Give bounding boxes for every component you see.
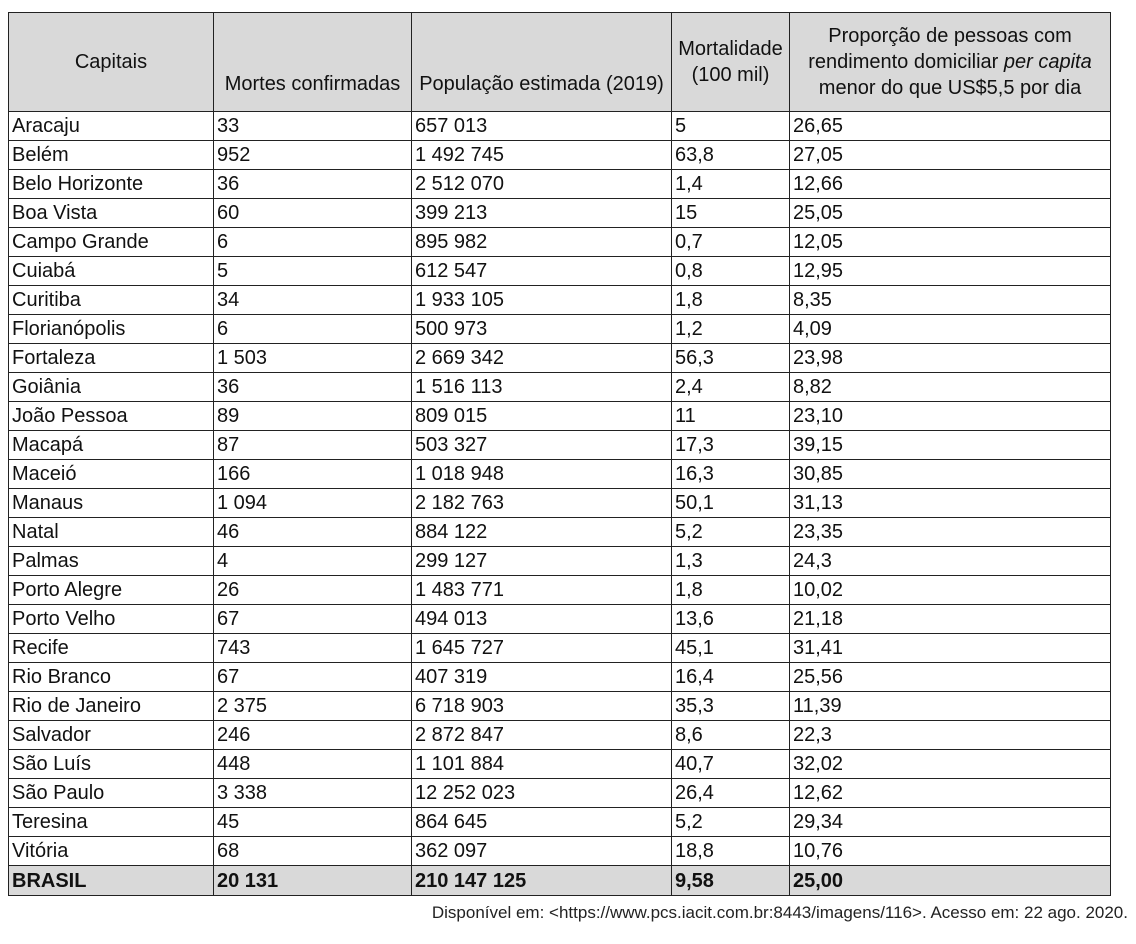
cell-capital: Campo Grande	[9, 228, 214, 257]
table-row	[9, 257, 1111, 286]
cell-proportion: 10,76	[790, 837, 1111, 866]
data-table-container	[8, 12, 1110, 896]
cell-deaths: 2 375	[214, 692, 412, 721]
header-proportion	[790, 13, 1111, 112]
table-row	[9, 808, 1111, 837]
cell-mortality: 2,4	[672, 373, 790, 402]
cell-mortality: 18,8	[672, 837, 790, 866]
cell-proportion: 21,18	[790, 605, 1111, 634]
header-capital: Capitais	[9, 13, 214, 112]
cell-proportion: 25,56	[790, 663, 1111, 692]
cell-deaths: 46	[214, 518, 412, 547]
table-row	[9, 547, 1111, 576]
cell-mortality: 16,3	[672, 460, 790, 489]
cell-deaths: 45	[214, 808, 412, 837]
cell-deaths: 1 094	[214, 489, 412, 518]
cell-mortality: 17,3	[672, 431, 790, 460]
cell-capital: Belo Horizonte	[9, 170, 214, 199]
cell-mortality: 5,2	[672, 518, 790, 547]
table-row	[9, 141, 1111, 170]
cell-proportion: 39,15	[790, 431, 1111, 460]
cell-population: 407 319	[412, 663, 672, 692]
cell-mortality: 13,6	[672, 605, 790, 634]
source-citation: Disponível em: <https://www.pcs.iacit.com.br:8443/imagens/116>. Acesso em: 22 ago. 2020.	[431, 903, 1128, 922]
cell-deaths: 3 338	[214, 779, 412, 808]
table-row	[9, 750, 1111, 779]
cell-capital: Florianópolis	[9, 315, 214, 344]
total-label: BRASIL	[9, 866, 214, 896]
cell-mortality: 0,8	[672, 257, 790, 286]
total-proportion: 25,00	[790, 866, 1111, 896]
table-row	[9, 663, 1111, 692]
cell-deaths: 36	[214, 170, 412, 199]
cell-deaths: 952	[214, 141, 412, 170]
cell-deaths: 4	[214, 547, 412, 576]
table-row	[9, 199, 1111, 228]
cell-proportion: 4,09	[790, 315, 1111, 344]
header-population: População estimada (2019)	[412, 13, 672, 112]
cell-capital: Maceió	[9, 460, 214, 489]
cell-population: 809 015	[412, 402, 672, 431]
cell-population: 1 492 745	[412, 141, 672, 170]
cell-capital: Belém	[9, 141, 214, 170]
cell-population: 1 516 113	[412, 373, 672, 402]
table-row	[9, 315, 1111, 344]
cell-deaths: 60	[214, 199, 412, 228]
cell-mortality: 50,1	[672, 489, 790, 518]
cell-population: 362 097	[412, 837, 672, 866]
cell-deaths: 26	[214, 576, 412, 605]
cell-proportion: 29,34	[790, 808, 1111, 837]
cell-capital: Palmas	[9, 547, 214, 576]
table-row	[9, 518, 1111, 547]
cell-capital: Goiânia	[9, 373, 214, 402]
cell-capital: Cuiabá	[9, 257, 214, 286]
capitals-mortality-table	[8, 12, 1111, 896]
cell-population: 299 127	[412, 547, 672, 576]
cell-capital: Fortaleza	[9, 344, 214, 373]
cell-population: 1 101 884	[412, 750, 672, 779]
cell-capital: Natal	[9, 518, 214, 547]
cell-mortality: 63,8	[672, 141, 790, 170]
cell-proportion: 23,35	[790, 518, 1111, 547]
table-row	[9, 373, 1111, 402]
table-row	[9, 228, 1111, 257]
table-row	[9, 402, 1111, 431]
cell-proportion: 24,3	[790, 547, 1111, 576]
cell-population: 2 872 847	[412, 721, 672, 750]
cell-mortality: 26,4	[672, 779, 790, 808]
cell-capital: Porto Velho	[9, 605, 214, 634]
cell-population: 864 645	[412, 808, 672, 837]
cell-capital: Recife	[9, 634, 214, 663]
cell-mortality: 1,8	[672, 576, 790, 605]
table-row	[9, 634, 1111, 663]
header-mortality	[672, 13, 790, 112]
cell-capital: Macapá	[9, 431, 214, 460]
cell-population: 1 483 771	[412, 576, 672, 605]
cell-mortality: 1,8	[672, 286, 790, 315]
cell-mortality: 1,2	[672, 315, 790, 344]
cell-mortality: 5	[672, 112, 790, 141]
header-deaths: Mortes confirmadas	[214, 13, 412, 112]
table-body	[9, 112, 1111, 866]
cell-deaths: 5	[214, 257, 412, 286]
cell-deaths: 166	[214, 460, 412, 489]
total-population: 210 147 125	[412, 866, 672, 896]
table-row	[9, 576, 1111, 605]
cell-capital: Teresina	[9, 808, 214, 837]
cell-population: 494 013	[412, 605, 672, 634]
cell-proportion: 31,13	[790, 489, 1111, 518]
cell-deaths: 67	[214, 605, 412, 634]
cell-deaths: 6	[214, 228, 412, 257]
cell-population: 503 327	[412, 431, 672, 460]
cell-mortality: 16,4	[672, 663, 790, 692]
cell-population: 1 645 727	[412, 634, 672, 663]
cell-mortality: 56,3	[672, 344, 790, 373]
cell-deaths: 36	[214, 373, 412, 402]
table-row	[9, 344, 1111, 373]
cell-mortality: 11	[672, 402, 790, 431]
cell-proportion: 10,02	[790, 576, 1111, 605]
cell-proportion: 12,95	[790, 257, 1111, 286]
header-row	[9, 13, 1111, 112]
cell-capital: São Luís	[9, 750, 214, 779]
header-proportion-line2b: per capita	[1003, 51, 1092, 73]
cell-capital: Salvador	[9, 721, 214, 750]
cell-proportion: 31,41	[790, 634, 1111, 663]
cell-mortality: 35,3	[672, 692, 790, 721]
cell-capital: Rio de Janeiro	[9, 692, 214, 721]
table-row	[9, 170, 1111, 199]
cell-population: 12 252 023	[412, 779, 672, 808]
cell-deaths: 67	[214, 663, 412, 692]
cell-capital: Aracaju	[9, 112, 214, 141]
cell-deaths: 87	[214, 431, 412, 460]
cell-capital: Manaus	[9, 489, 214, 518]
table-row	[9, 779, 1111, 808]
table-row	[9, 460, 1111, 489]
header-mortality-line1: Mortalidade	[678, 38, 783, 60]
table-row	[9, 605, 1111, 634]
cell-proportion: 12,05	[790, 228, 1111, 257]
table-row	[9, 286, 1111, 315]
cell-population: 612 547	[412, 257, 672, 286]
cell-deaths: 89	[214, 402, 412, 431]
cell-proportion: 27,05	[790, 141, 1111, 170]
cell-population: 399 213	[412, 199, 672, 228]
cell-population: 1 018 948	[412, 460, 672, 489]
cell-population: 2 669 342	[412, 344, 672, 373]
cell-capital: Boa Vista	[9, 199, 214, 228]
cell-capital: Curitiba	[9, 286, 214, 315]
cell-population: 895 982	[412, 228, 672, 257]
cell-population: 1 933 105	[412, 286, 672, 315]
cell-proportion: 8,82	[790, 373, 1111, 402]
cell-proportion: 22,3	[790, 721, 1111, 750]
table-row	[9, 837, 1111, 866]
cell-proportion: 32,02	[790, 750, 1111, 779]
cell-population: 884 122	[412, 518, 672, 547]
table-row	[9, 431, 1111, 460]
cell-deaths: 33	[214, 112, 412, 141]
cell-mortality: 40,7	[672, 750, 790, 779]
cell-proportion: 11,39	[790, 692, 1111, 721]
cell-deaths: 68	[214, 837, 412, 866]
cell-mortality: 0,7	[672, 228, 790, 257]
cell-proportion: 12,62	[790, 779, 1111, 808]
table-row	[9, 489, 1111, 518]
header-mortality-line2: (100 mil)	[691, 64, 770, 86]
cell-proportion: 30,85	[790, 460, 1111, 489]
cell-capital: João Pessoa	[9, 402, 214, 431]
cell-deaths: 448	[214, 750, 412, 779]
cell-capital: Porto Alegre	[9, 576, 214, 605]
cell-proportion: 12,66	[790, 170, 1111, 199]
cell-population: 500 973	[412, 315, 672, 344]
cell-mortality: 1,4	[672, 170, 790, 199]
header-proportion-line1: Proporção de pessoas com	[828, 25, 1072, 47]
cell-proportion: 23,10	[790, 402, 1111, 431]
cell-proportion: 23,98	[790, 344, 1111, 373]
cell-mortality: 15	[672, 199, 790, 228]
header-proportion-line2a: rendimento domiciliar	[808, 51, 1004, 73]
cell-deaths: 6	[214, 315, 412, 344]
cell-population: 6 718 903	[412, 692, 672, 721]
cell-capital: Vitória	[9, 837, 214, 866]
cell-mortality: 8,6	[672, 721, 790, 750]
cell-population: 2 182 763	[412, 489, 672, 518]
cell-mortality: 45,1	[672, 634, 790, 663]
cell-deaths: 1 503	[214, 344, 412, 373]
header-proportion-line3: menor do que US$5,5 por dia	[818, 77, 1082, 99]
table-row	[9, 692, 1111, 721]
cell-proportion: 26,65	[790, 112, 1111, 141]
table-row	[9, 721, 1111, 750]
cell-deaths: 246	[214, 721, 412, 750]
cell-population: 657 013	[412, 112, 672, 141]
total-row	[9, 866, 1111, 896]
cell-population: 2 512 070	[412, 170, 672, 199]
cell-mortality: 5,2	[672, 808, 790, 837]
cell-deaths: 743	[214, 634, 412, 663]
table-row	[9, 112, 1111, 141]
cell-proportion: 25,05	[790, 199, 1111, 228]
cell-deaths: 34	[214, 286, 412, 315]
cell-capital: São Paulo	[9, 779, 214, 808]
total-deaths: 20 131	[214, 866, 412, 896]
total-mortality: 9,58	[672, 866, 790, 896]
cell-capital: Rio Branco	[9, 663, 214, 692]
cell-proportion: 8,35	[790, 286, 1111, 315]
cell-mortality: 1,3	[672, 547, 790, 576]
